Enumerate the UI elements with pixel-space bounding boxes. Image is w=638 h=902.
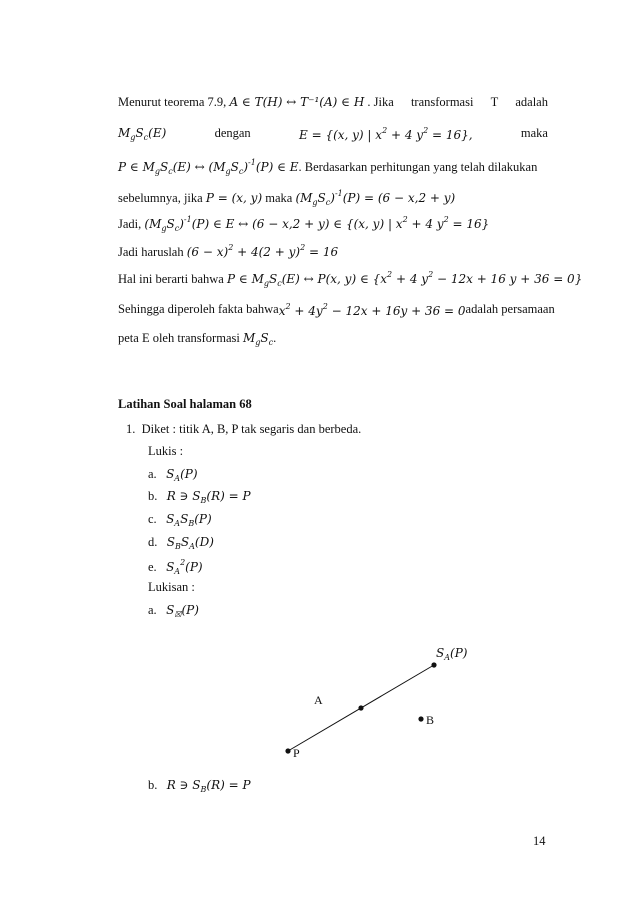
line7-d: − 12x + 16 y + 36 = 0}	[433, 272, 583, 286]
line4-close: )	[330, 191, 335, 205]
line8-sup2: 2	[322, 302, 328, 311]
line6-b: + 4(2 + y)	[233, 245, 301, 259]
task-c-s1: S	[166, 512, 175, 526]
task-c-letter: c.	[148, 512, 157, 526]
label-sa-p	[436, 646, 467, 662]
line3-d: (P) ∈ E	[255, 160, 299, 174]
point-sa-p	[431, 662, 436, 667]
line3-s2: S	[230, 160, 239, 174]
line9-text: peta E oleh transformasi	[118, 331, 240, 345]
line1-mid: . Jika	[367, 95, 394, 109]
line9-m: M	[242, 331, 256, 345]
item-number: 1.	[126, 422, 136, 436]
line5-text: Jadi,	[118, 217, 142, 231]
task-b-letter: b.	[148, 489, 158, 503]
label-a: A	[314, 693, 323, 707]
line1-word3: adalah	[515, 95, 548, 109]
line5-body2: + 4 y	[407, 217, 444, 231]
line2-s-sub: c	[143, 133, 149, 142]
task-d-sub1: B	[174, 542, 181, 551]
line6-sup1: 2	[228, 243, 234, 252]
lukisan-b-sub: B	[200, 785, 207, 794]
task-a-sub: A	[174, 474, 181, 483]
point-b	[418, 716, 423, 721]
line2-s: S	[135, 126, 144, 140]
line7-c: + 4 y	[392, 272, 429, 286]
task-e-sup: 2	[180, 558, 186, 567]
line3-a: P ∈ M	[118, 160, 155, 174]
line7-sub1: g	[263, 279, 269, 288]
line3-sub4: c	[238, 167, 244, 176]
lukisan-a-letter: a.	[148, 603, 157, 617]
label-sa-sub: A	[444, 653, 451, 662]
line3-b: (E) ↔ (M	[172, 160, 226, 174]
line2-word1: dengan	[214, 126, 251, 140]
line4-math1: P = (x, y)	[205, 191, 263, 205]
task-e-s: S	[166, 560, 175, 574]
item-text: Diket : titik A, B, P tak segaris dan berbeda.	[141, 422, 362, 436]
line1-word2: T	[490, 95, 499, 109]
line9-sub2: c	[268, 338, 274, 347]
lukisan-label: Lukisan :	[148, 580, 195, 594]
line5-close: )	[179, 217, 184, 231]
lukisan-a-rest: (P)	[181, 603, 199, 617]
line4-m: (M	[295, 191, 313, 205]
point-p	[285, 748, 290, 753]
line4-sup: -1	[334, 189, 343, 198]
line7-b: (E) ↔ P(x, y) ∈ {x	[281, 272, 388, 286]
line3-c: )	[243, 160, 249, 174]
lukisan-b-rest: (R) = P	[206, 778, 251, 792]
line8-b: + 4y	[290, 304, 323, 318]
line5-sub2: c	[174, 224, 180, 233]
line4-text1: sebelumnya, jika	[118, 191, 203, 205]
line1-left: Menurut teorema 7.9,	[118, 95, 227, 109]
line3-sub2: c	[168, 167, 173, 176]
task-b-sub: B	[200, 496, 207, 505]
line7-sup2: 2	[428, 270, 434, 279]
line4-sub2: c	[325, 198, 331, 207]
line8-a: x	[278, 304, 286, 318]
line4-s: S	[317, 191, 326, 205]
line9-sub1: g	[255, 338, 261, 347]
lukisan-b-letter: b.	[148, 778, 158, 792]
line5-sup: -1	[183, 215, 192, 224]
line7-sub2: c	[277, 279, 282, 288]
point-a	[358, 705, 363, 710]
line2-set-c: = 16},	[428, 128, 473, 142]
line9-s: S	[260, 331, 269, 345]
line4-result: (P) = (6 − x,2 + y)	[342, 191, 456, 205]
label-sa-s: S	[436, 646, 445, 660]
line3-sub1: g	[154, 167, 160, 176]
task-e-letter: e.	[148, 560, 157, 574]
task-d-s2: S	[180, 535, 190, 549]
task-d-rest: (D)	[194, 535, 214, 549]
line3-s: S	[160, 160, 169, 174]
line9-end: .	[273, 331, 277, 345]
line2-set-b: + 4 y	[387, 128, 424, 142]
lukisan-b	[148, 778, 251, 794]
lukisan-b-s: R ∋ S	[166, 778, 201, 792]
task-a-letter: a.	[148, 467, 157, 481]
task-d-s1: S	[166, 535, 175, 549]
task-c-sub1: A	[174, 519, 181, 528]
line5-sub1: g	[161, 224, 167, 233]
task-c-sub2: B	[188, 519, 195, 528]
line8-text2: adalah persamaan	[465, 302, 555, 316]
lukisan-a-s: S	[166, 603, 175, 617]
label-sa-rest: (P)	[450, 646, 468, 660]
line2-sup-a: 2	[382, 126, 388, 135]
task-e-sub: A	[174, 567, 181, 576]
line8-c: − 12x + 16y + 36 = 0	[327, 304, 466, 318]
task-a-rest: (P)	[180, 467, 198, 481]
task-e-rest: (P)	[185, 560, 203, 574]
line4-sub1: g	[312, 198, 318, 207]
line5-sup3: 2	[443, 215, 449, 224]
line8-sup1: 2	[285, 302, 291, 311]
line3-sub3: g	[225, 167, 231, 176]
task-d-letter: d.	[148, 535, 158, 549]
line1-math: A ∈ T(H) ↔ T⁻¹(A) ∈ H	[229, 95, 365, 109]
line7-sup1: 2	[387, 270, 393, 279]
line5-end: = 16}	[448, 217, 490, 231]
label-b: B	[426, 713, 435, 727]
line7-text: Hal ini berarti bahwa	[118, 272, 224, 286]
line5-s: S	[166, 217, 175, 231]
line3-sup: -1	[248, 158, 256, 167]
line7-s: S	[268, 272, 278, 286]
line7-a: P ∈ M	[226, 272, 264, 286]
line2-sup-b: 2	[423, 126, 429, 135]
line2-set-a: E = {(x, y) | x	[299, 128, 383, 142]
line3-text: . Berdasarkan perhitungan yang telah dilakukan	[298, 160, 538, 174]
line5-body: (P) ∈ E ↔ (6 − x,2 + y) ∈ {(x, y) | x	[191, 217, 403, 231]
line5-m: (M	[144, 217, 162, 231]
line2-word2: maka	[520, 126, 548, 140]
line5-sup2: 2	[402, 215, 408, 224]
lukis-label: Lukis :	[148, 444, 184, 458]
line6-a: (6 − x)	[186, 245, 229, 259]
line2-m-sub: g	[130, 133, 136, 142]
line6-text: Jadi haruslah	[118, 245, 184, 259]
lukisan-a-sub: ☒	[174, 610, 182, 619]
task-d-sub2: A	[189, 542, 195, 551]
line6-sup2: 2	[300, 243, 306, 252]
exercise-heading: Latihan Soal halaman 68	[118, 397, 252, 411]
line2-e: (E)	[148, 126, 167, 140]
task-c-rest: (P)	[194, 512, 212, 526]
task-b-s: R ∋ S	[166, 489, 201, 503]
line6-c: = 16	[305, 245, 339, 259]
line4-text2: maka	[265, 191, 293, 205]
line8-text1: Sehingga diperoleh fakta bahwa	[118, 302, 279, 316]
page-number: 14	[533, 834, 546, 848]
label-p: P	[293, 746, 300, 760]
line2-m: M	[118, 126, 131, 140]
line1-word1: transformasi	[410, 95, 474, 109]
task-a-s: S	[166, 467, 175, 481]
task-b-rest: (R) = P	[206, 489, 251, 503]
task-c-s2: S	[180, 512, 189, 526]
